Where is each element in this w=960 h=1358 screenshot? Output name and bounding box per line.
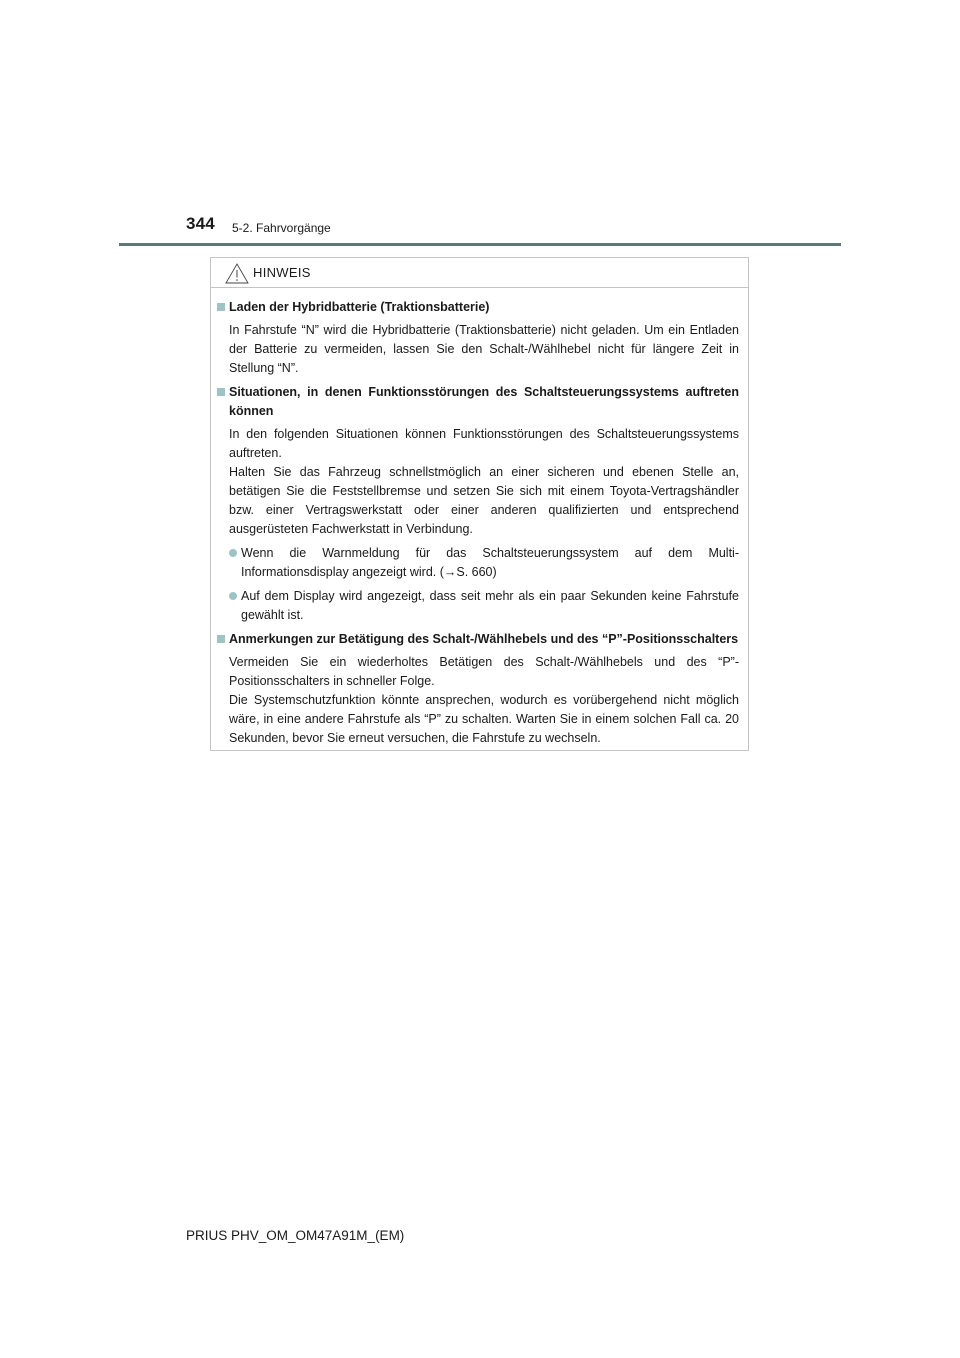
item-heading-text: Laden der Hybridbatterie (Traktionsbatterie) [229, 300, 490, 314]
item-heading [217, 630, 739, 649]
item-heading-text: Situationen, in denen Funktionsstörungen des Schaltsteuerungssystems auftreten können [229, 385, 739, 418]
item-paragraph: In Fahrstufe “N” wird die Hybridbatterie (Traktionsbatterie) nicht geladen. Um ein Entladen der Batterie zu vermeiden, lassen Sie den Schalt-/Wählhebel nicht für längere Zeit in Stellung “N”. [229, 323, 739, 375]
list-item [217, 587, 739, 625]
square-bullet-icon [217, 635, 225, 643]
notice-item [217, 630, 739, 748]
item-paragraph: In den folgenden Situationen können Funktionsstörungen des Schaltsteuerungssystems auftreten. [229, 427, 739, 460]
notice-body [211, 298, 748, 748]
list-item-text: Auf dem Display wird angezeigt, dass seit mehr als ein paar Sekunden keine Fahrstufe gewählt ist. [241, 589, 739, 622]
section-title: 5-2. Fahrvorgänge [232, 221, 331, 235]
item-paragraph: Die Systemschutzfunktion könnte ansprechen, wodurch es vorübergehend nicht möglich wäre, in eine andere Fahrstufe als “P” zu schalten. Warten Sie in einem solchen Fall ca. 20 Sekunden, bevor Sie erneut versuchen, die Fahrstufe zu wechseln. [229, 693, 739, 745]
notice-item [217, 383, 739, 625]
notice-header [211, 258, 748, 288]
notice-box [210, 257, 749, 751]
warning-triangle-icon [225, 263, 249, 284]
page-number: 344 [186, 214, 215, 233]
item-heading [217, 298, 739, 317]
item-paragraph: Halten Sie das Fahrzeug schnellstmöglich an einer sicheren und ebenen Stelle an, betätigen Sie die Feststellbremse und setzen Sie sich mit einem Toyota-Vertragshändler bzw. einer Vertragswerkstatt oder einer anderen qualifizierten und entsprechend ausgerüsteten Fachwerkstatt in Verbindung. [229, 465, 739, 536]
item-heading-text: Anmerkungen zur Betätigung des Schalt-/Wählhebels und des “P”-Positionsschalters [229, 632, 739, 646]
list-item-text: Wenn die Warnmeldung für das Schaltsteuerungssystem auf dem Multi-Informationsdisplay angezeigt wird. (→S. 660) [241, 546, 739, 579]
round-bullet-icon [229, 592, 237, 600]
document-id: PRIUS PHV_OM_OM47A91M_(EM) [186, 1228, 405, 1243]
header-divider [119, 243, 841, 246]
item-heading [217, 383, 739, 421]
square-bullet-icon [217, 388, 225, 396]
notice-title: HINWEIS [253, 265, 311, 280]
item-paragraph: Vermeiden Sie ein wiederholtes Betätigen des Schalt-/Wählhebels und des “P”-Positionsschalters in schneller Folge. [229, 655, 739, 688]
round-bullet-icon [229, 549, 237, 557]
square-bullet-icon [217, 303, 225, 311]
list-item [217, 544, 739, 582]
notice-item [217, 298, 739, 378]
